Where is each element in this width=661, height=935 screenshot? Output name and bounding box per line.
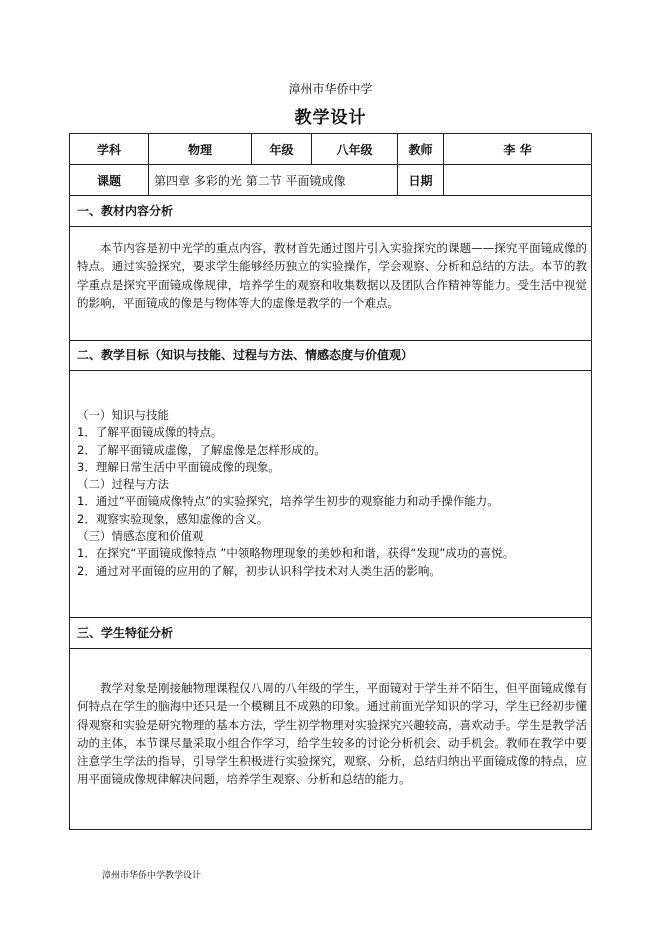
section3-heading: 三、学生特征分析 bbox=[77, 626, 174, 640]
subject-label: 学科 bbox=[70, 134, 149, 164]
grade-label: 年级 bbox=[252, 134, 312, 164]
section1-body: 本节内容是初中光学的重点内容，教材首先通过图片引入实验探究的课题——探究平面镜成像的特点。通过实验探究，要求学生能够经历独立的实验操作，学会观察、分析和总结的方法。本节的教学重点是探究平面镜成像规律，培养学生的观察和收集数据以及团队合作精神等能力。受生活中视觉的影响，平面镜成的像是与物体等大的虚像是教学的一个难点。 bbox=[77, 241, 587, 310]
teacher-value: 李 华 bbox=[503, 142, 532, 157]
section2-heading: 二、教学目标（知识与技能、过程与方法、情感态度与价值观） bbox=[77, 348, 414, 362]
school-name: 漳州市华侨中学 bbox=[288, 82, 373, 96]
objective-line: 3．理解日常生活中平面镜成像的现象。 bbox=[77, 459, 280, 474]
objective-line: 1．了解平面镜成像的特点。 bbox=[77, 425, 223, 440]
objective-line: （二）过程与方法 bbox=[77, 477, 169, 492]
objective-line: 1．在探究“平面镜成像特点 ”中领略物理现象的美妙和和谐，获得“发现”成功的喜悦。 bbox=[77, 546, 515, 561]
section1-heading: 一、教材内容分析 bbox=[77, 204, 174, 218]
grade-value: 八年级 bbox=[312, 134, 398, 164]
section2-body-row bbox=[70, 371, 591, 618]
lesson-plan-table bbox=[69, 133, 592, 830]
objectives-list bbox=[77, 407, 592, 580]
objective-line: 2．了解平面镜成虚像，了解虚像是怎样形成的。 bbox=[77, 442, 326, 457]
info-row-topic bbox=[70, 165, 591, 196]
section1-body-row bbox=[70, 227, 591, 341]
page-footer: 漳州市华侨中学教学设计 bbox=[102, 871, 202, 881]
section3-body: 教学对象是刚接触物理课程仅八周的八年级的学生，平面镜对于学生并不陌生，但平面镜成像有何特点在学生的脑海中还只是一个模糊且不成熟的印象。通过前面光学知识的学习，学生已经初步懂得观察和实验是研究物理的基本方法，学生初学物理对实验探究兴趣较高，喜欢动手。学生是教学活动的主体，本节课尽量采取小组合作学习，给学生较多的讨论分析机会、动手机会。教师在教学中要注意学生学法的指导，引导学生积极进行实验探究，观察、分析，总结归纳出平面镜成像的特点，应用平面镜成像规律解决问题，培养学生观察、分析和总结的能力。 bbox=[77, 681, 587, 787]
date-label: 日期 bbox=[398, 165, 444, 195]
date-value bbox=[444, 165, 591, 195]
objective-line: （三）情感态度和价值观 bbox=[77, 529, 204, 544]
section3-heading-row bbox=[70, 618, 591, 649]
topic-value: 第四章 多彩的光 第二节 平面镜成像 bbox=[149, 165, 398, 195]
objective-line: 2．观察实验现象，感知虚像的含义。 bbox=[77, 511, 269, 526]
info-row-subject bbox=[70, 134, 591, 165]
section1-heading-row bbox=[70, 196, 591, 227]
objective-line: 2．通过对平面镜的应用的了解，初步认识科学技术对人类生活的影响。 bbox=[77, 563, 441, 578]
teacher-label: 教师 bbox=[398, 134, 444, 164]
topic-label: 课题 bbox=[70, 165, 149, 195]
objective-line: （一）知识与技能 bbox=[77, 408, 169, 422]
page-title: 教学设计 bbox=[294, 108, 367, 128]
section3-body-row bbox=[70, 649, 591, 829]
objective-line: 1．通过“平面镜成像特点”的实验探究，培养学生初步的观察能力和动手操作能力。 bbox=[77, 494, 499, 509]
section2-heading-row bbox=[70, 341, 591, 371]
subject-value: 物理 bbox=[149, 134, 252, 164]
